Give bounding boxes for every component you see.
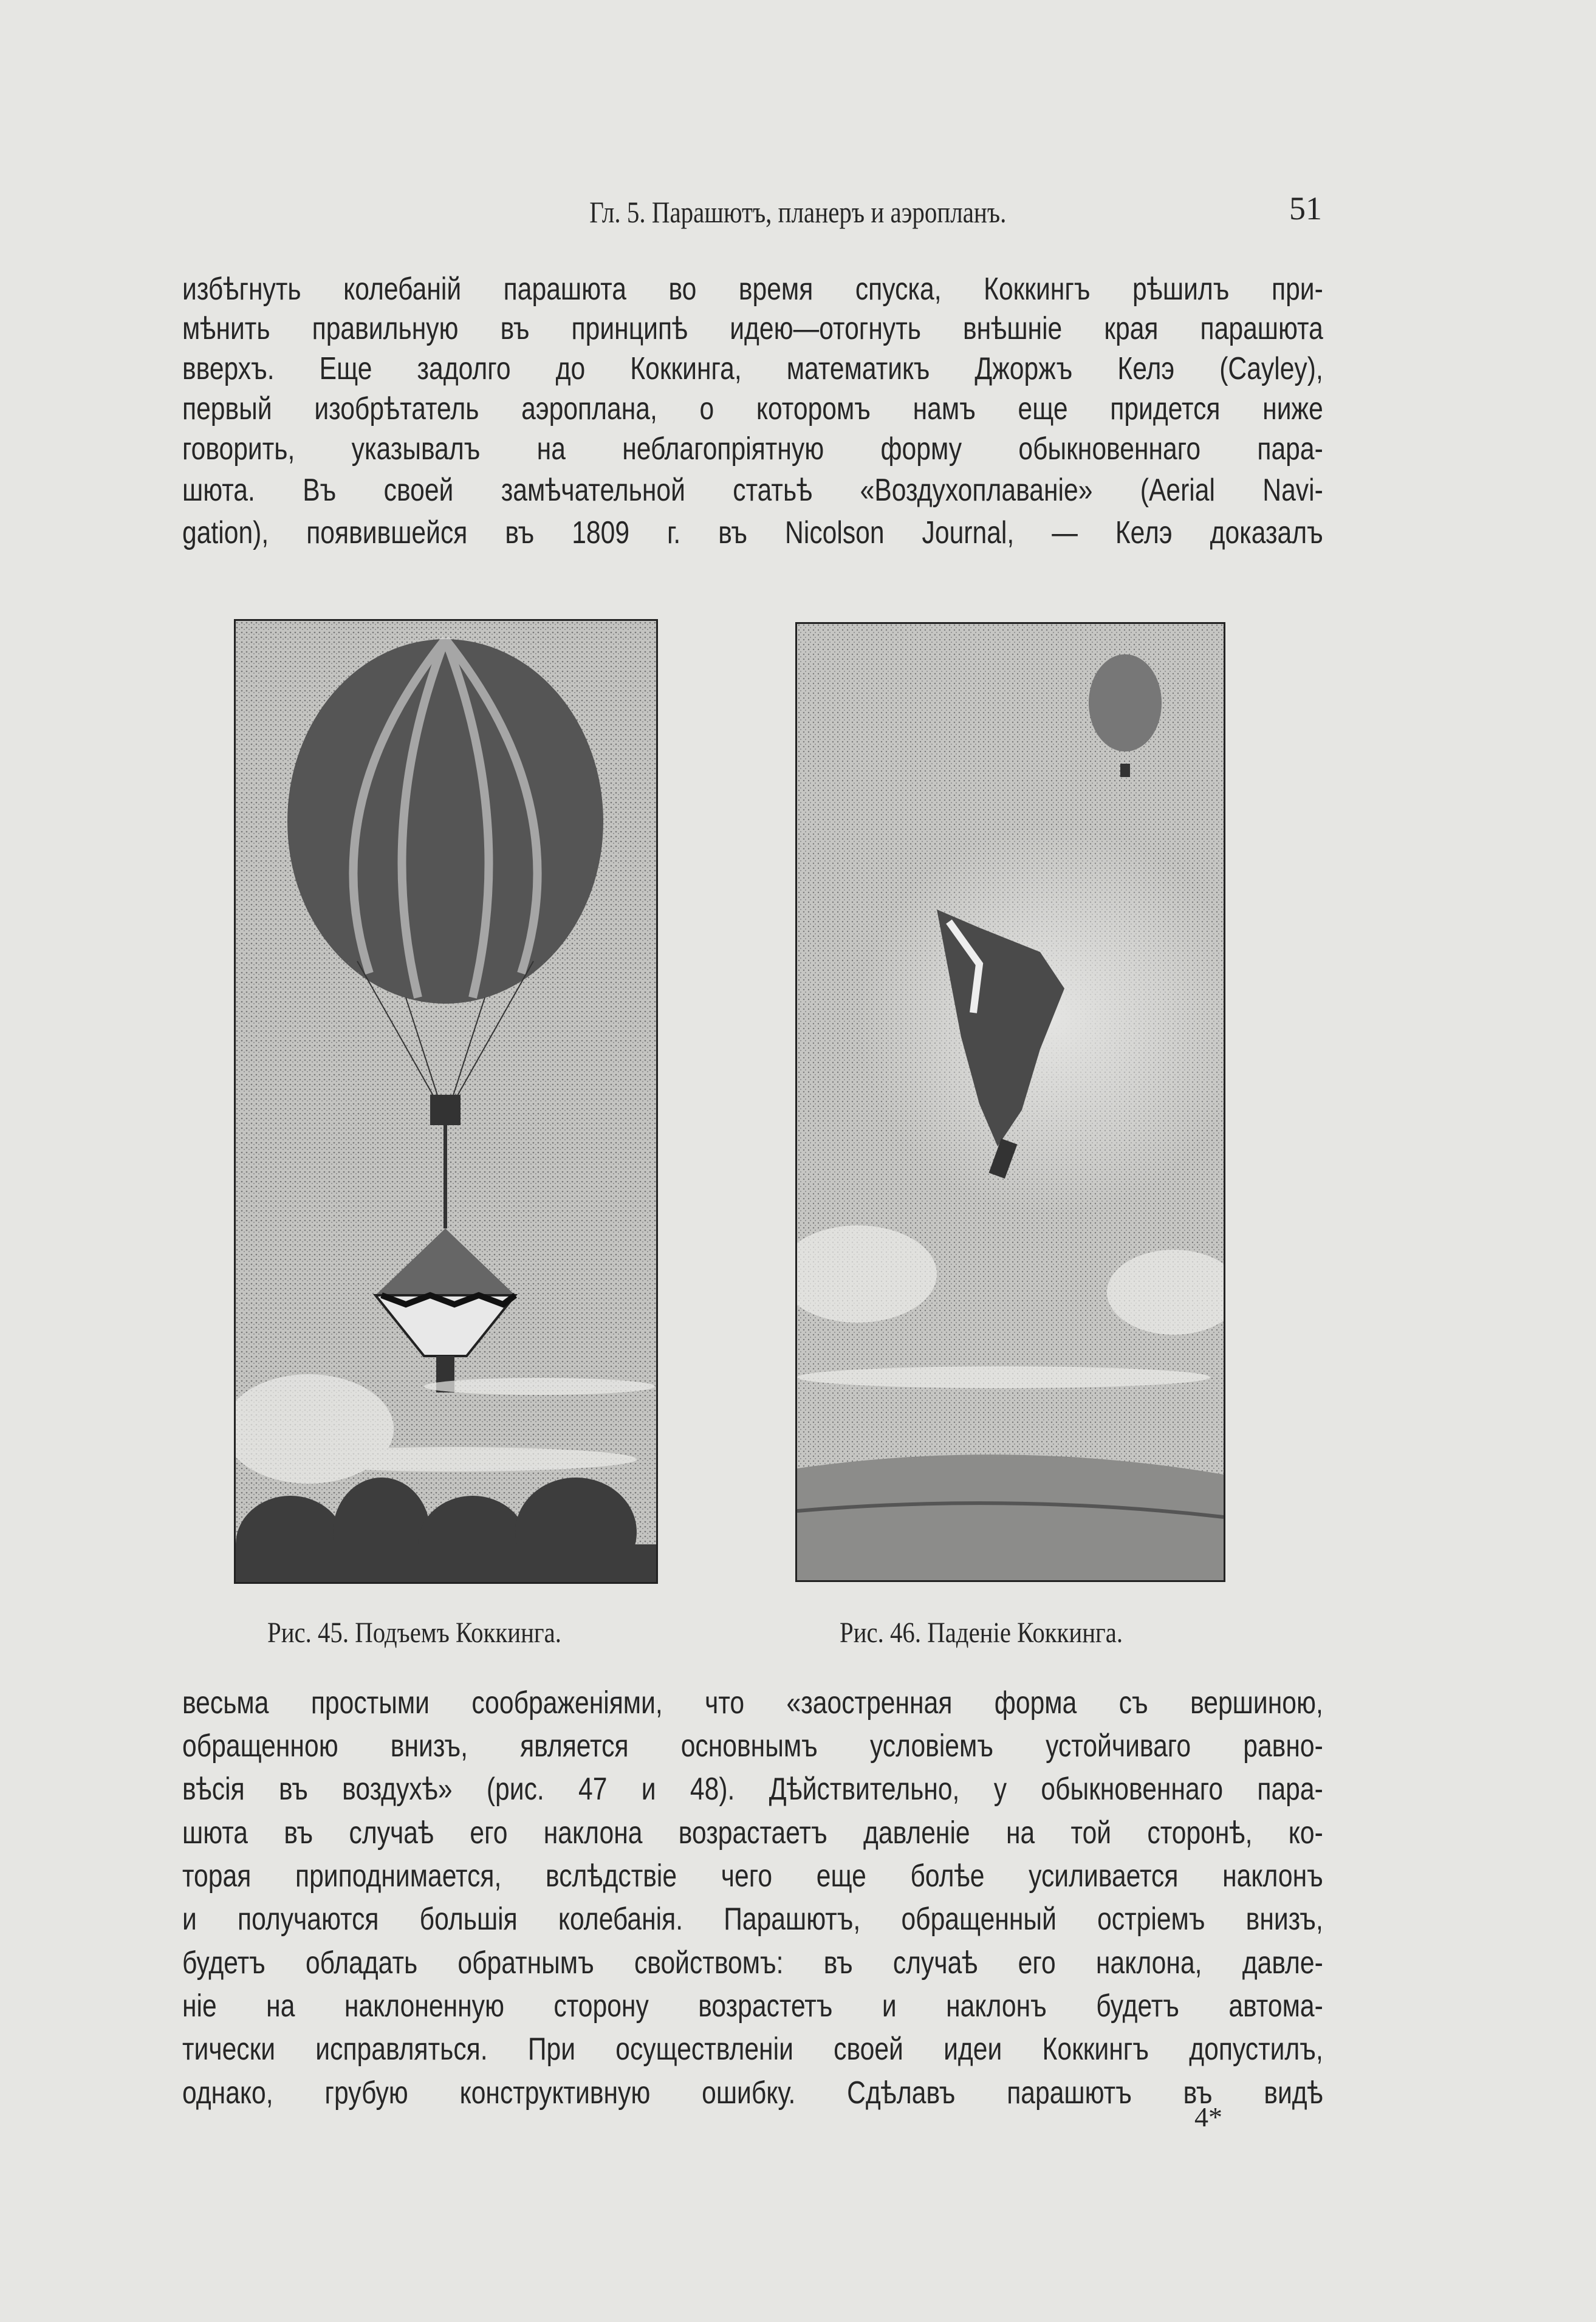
text-line-content: шюта въ случаѣ его наклона возрастаетъ давленіе на той сторонѣ, ко- <box>182 1815 1323 1851</box>
text-line <box>182 310 1324 348</box>
text-line <box>182 1684 1324 1722</box>
text-line-content: обращенною внизъ, является основнымъ условіемъ устойчиваго равно- <box>182 1728 1323 1764</box>
signature-mark: 4* <box>1194 2101 1222 2132</box>
text-line <box>182 1987 1324 2025</box>
text-line-content: торая приподнимается, вслѣдствіе чего еще болѣе усиливается наклонъ <box>182 1858 1323 1894</box>
text-line-content: однако, грубую конструктивную ошибку. Сдѣлавъ парашютъ въ видѣ <box>182 2075 1323 2111</box>
text-line-content: вверхъ. Еще задолго до Коккинга, математикъ Джоржъ Келэ (Cayley), <box>182 351 1323 386</box>
page-number: 51 <box>1289 190 1322 227</box>
figure-46-caption <box>840 1616 1173 1649</box>
figure-45-ascent <box>234 619 658 1584</box>
text-line <box>182 1857 1324 1895</box>
running-title: Гл. 5. Парашютъ, планеръ и аэропланъ. <box>589 195 1007 229</box>
text-line-content: и получаются большія колебанія. Парашютъ, обращенный остріемъ внизъ, <box>182 1902 1323 1937</box>
text-line-content: избѣгнуть колебаній парашюта во время спуска, Коккингъ рѣшилъ при- <box>182 272 1323 307</box>
balloon-ascent-engraving <box>236 621 656 1582</box>
text-line <box>182 350 1324 388</box>
text-line <box>182 1944 1324 1982</box>
figure-46-fall <box>795 622 1225 1582</box>
text-line-content: мѣнить правильную въ принципѣ идею—отогнуть внѣшніе края парашюта <box>182 311 1323 346</box>
text-line <box>182 430 1324 468</box>
text-line <box>182 1727 1324 1765</box>
text-line-content: первый изобрѣтатель аэроплана, о которомъ намъ еще придется ниже <box>182 391 1323 426</box>
caption-text: Рис. 46. Паденіе Коккинга. <box>840 1617 1123 1649</box>
text-line <box>182 471 1324 509</box>
text-line <box>182 2074 1324 2112</box>
running-header <box>0 194 1596 230</box>
text-line <box>182 2030 1324 2068</box>
text-line <box>182 1814 1324 1852</box>
text-line-content: ніе на наклоненную сторону возрастетъ и наклонъ будетъ автома- <box>182 1988 1323 2024</box>
text-line-content: gation), появившейся въ 1809 г. въ Nicolson Journal, — Келэ доказалъ <box>182 515 1323 550</box>
text-line <box>182 270 1324 308</box>
text-line-content: тически исправляться. При осуществленіи своей идеи Коккингъ допустилъ, <box>182 2032 1323 2067</box>
text-line-content: весьма простыми соображеніями, что «заостренная форма съ вершиною, <box>182 1685 1323 1721</box>
balloon-fall-engraving <box>797 624 1224 1580</box>
text-line <box>182 390 1324 428</box>
text-line-content: будетъ обладать обратнымъ свойствомъ: въ случаѣ его наклона, давле- <box>182 1945 1323 1981</box>
text-line-content: говорить, указывалъ на неблагопріятную форму обыкновеннаго пара- <box>182 431 1323 467</box>
text-line-content: вѣсія въ воздухѣ» (рис. 47 и 48). Дѣйствительно, у обыкновеннаго пара- <box>182 1772 1323 1807</box>
figure-45-caption <box>267 1616 613 1649</box>
text-line <box>182 1900 1324 1938</box>
caption-text: Рис. 45. Подъемъ Коккинга. <box>267 1617 561 1649</box>
text-line <box>182 514 1324 552</box>
text-line <box>182 1770 1324 1808</box>
text-line-content: шюта. Въ своей замѣчательной статьѣ «Воздухоплаваніе» (Aerial Navi- <box>182 473 1323 508</box>
